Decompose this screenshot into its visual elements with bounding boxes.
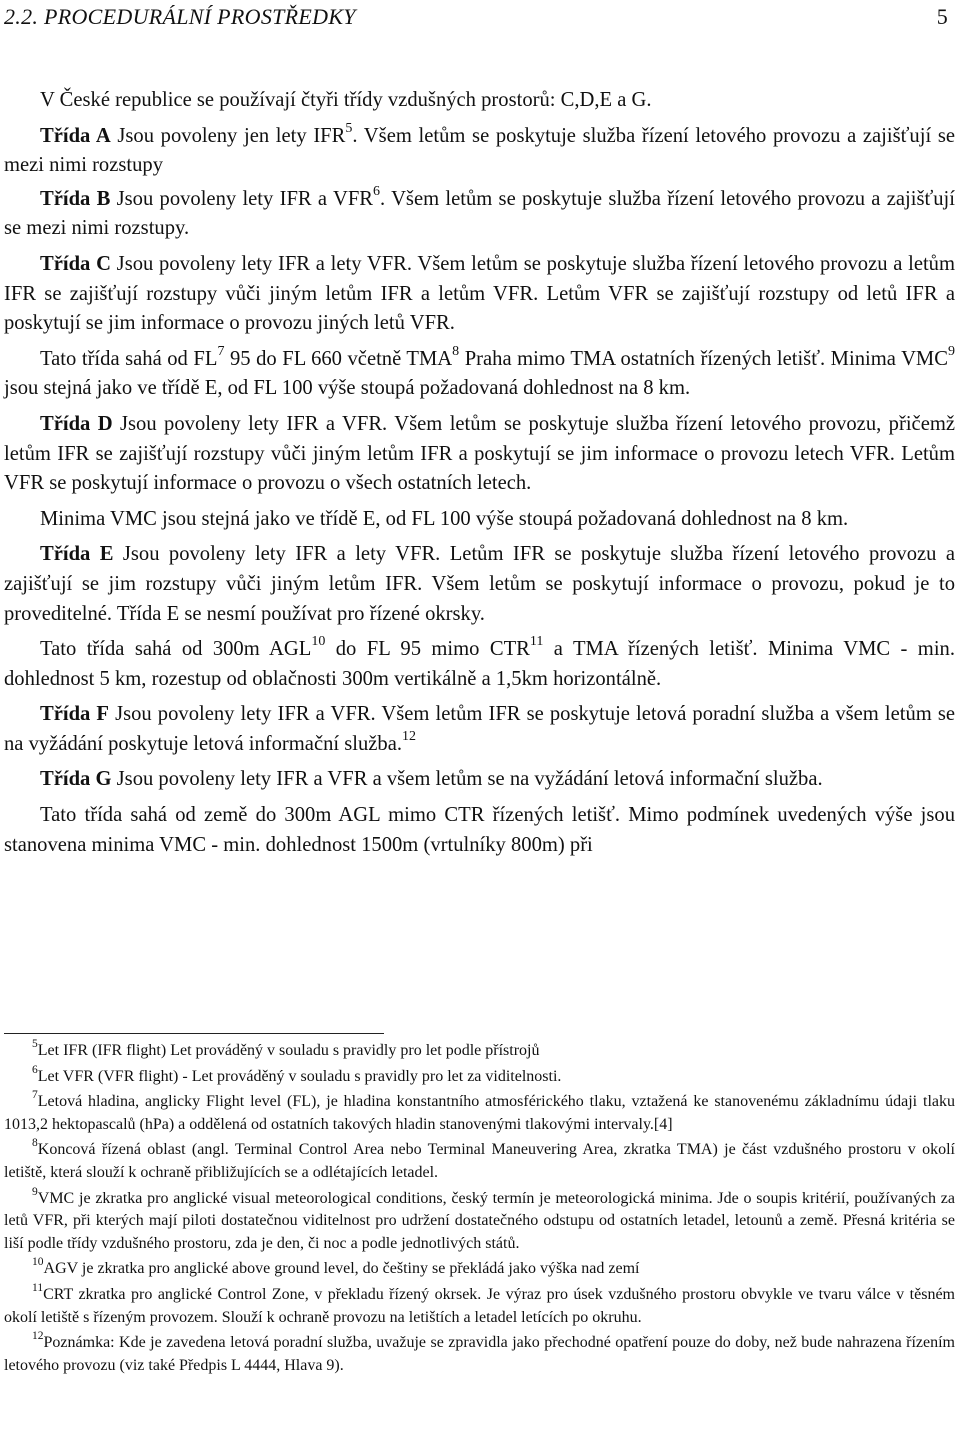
footnote-number: 12 bbox=[32, 1330, 44, 1343]
footnote-divider bbox=[4, 1033, 384, 1034]
class-c-extent-paragraph bbox=[4, 345, 955, 404]
class-c-extent-text: Tato třída sahá od FL bbox=[40, 347, 218, 370]
footnote-text: Poznámka: Kde je zavedena letová poradní služba, uvažuje se zpravidla jako přechodné opatření pouze do doby, než bude nahrazena řízením letového provozu (viz také Předpis L 4444, Hlava 9). bbox=[4, 1334, 955, 1374]
class-c-text: Jsou povoleny lety IFR a lety VFR. Všem letům se poskytuje služba řízení letového provozu a letům IFR se zajišťují rozstupy vůči jiným letům IFR a letům VFR. Letům VFR se zajišťují rozstupy od letů IFR a poskytují se jim informace o provozu jiných letů VFR. bbox=[4, 252, 956, 335]
class-b-text: Jsou povoleny lety IFR a VFR bbox=[110, 187, 374, 210]
class-d-paragraph bbox=[4, 410, 955, 499]
class-c-label: Třída C bbox=[40, 252, 111, 275]
footnote-ref: 8 bbox=[452, 343, 460, 359]
class-a-text-cont: . Všem letům se poskytuje služba řízení letového provozu a zajišťují se mezi nimi rozstupy bbox=[4, 124, 955, 177]
footnote bbox=[4, 1139, 955, 1184]
class-g-extent-paragraph: Tato třída sahá od země do 300m AGL mimo CTR řízených letišť. Mimo podmínek uvedených výše jsou stanovena minima VMC - min. dohlednost 1500m (vrtulníky 800m) při bbox=[4, 804, 955, 856]
section-title: 2.2. PROCEDURÁLNÍ PROSTŘEDKY bbox=[4, 4, 356, 29]
class-e-label: Třída E bbox=[40, 543, 114, 566]
footnote bbox=[4, 1332, 955, 1377]
class-f-paragraph bbox=[4, 700, 955, 759]
footnote bbox=[4, 1281, 955, 1329]
footnote-ref: 10 bbox=[311, 634, 326, 650]
main-text bbox=[4, 86, 955, 866]
class-e-paragraph bbox=[4, 540, 955, 629]
footnote-text: Let VFR (VFR flight) - Let prováděný v souladu s pravidly pro let za viditelnosti. bbox=[37, 1067, 562, 1085]
class-b-text-cont: . Všem letům se poskytuje služba řízení letového provozu a zajišťují se mezi nimi rozstupy. bbox=[4, 187, 955, 240]
class-e-extent-text: do FL 95 mimo CTR bbox=[325, 638, 530, 661]
class-c-extent-text: jsou stejná jako ve třídě E, od FL 100 výše stoupá požadovaná dohlednost na 8 km. bbox=[4, 377, 691, 400]
class-g-label: Třída G bbox=[40, 768, 112, 791]
class-d-text: Jsou povoleny lety IFR a VFR. Všem letům se poskytuje služba řízení letového provozu, přičemž letům IFR se zajišťují rozstupy vůči jiným letům IFR a poskytují se jim informace o provozu letech VFR. Letům VFR se poskytují informace o provozu o všech ostatních letech. bbox=[4, 412, 955, 495]
class-c-extent-text: Praha mimo TMA ostatních řízených letišť. Minima VMC bbox=[459, 347, 948, 370]
class-a-paragraph bbox=[4, 122, 955, 181]
page-header bbox=[4, 4, 948, 32]
footnote-ref: 6 bbox=[373, 183, 381, 199]
footnote-number: 8 bbox=[32, 1137, 38, 1150]
footnote-ref: 5 bbox=[345, 120, 353, 136]
footnote-text: Let IFR (IFR flight) Let prováděný v souladu s pravidly pro let podle přístrojů bbox=[37, 1042, 540, 1059]
footnote-text: AGV je zkratka pro anglické above ground level, do češtiny se překládá jako výška nad zemí bbox=[43, 1260, 640, 1278]
footnote-ref: 7 bbox=[217, 343, 225, 359]
class-e-extent-text: a TMA řízených letišť. Minima VMC - min. dohlednost 5 km, rozestup od oblačnosti 300m vertikálně a 1,5km horizontálně. bbox=[4, 638, 955, 690]
footnote-text: VMC je zkratka pro anglické visual meteorological conditions, český termín je meteorologická minima. Jde o soupis kritérií, používaných za letů VFR, při kterých mají piloti dostatečnou viditelnost pro udržení dostatečného odstupu od ostatních letadel, letounů a země. Přesná kritéria se liší podle třídy vzdušného prostoru, zda je den, či noc a podle jednotlivých států. bbox=[4, 1189, 955, 1252]
footnote bbox=[4, 1091, 955, 1136]
footnote-ref: 11 bbox=[529, 634, 544, 650]
footnote-number: 9 bbox=[32, 1185, 38, 1198]
footnote bbox=[4, 1258, 955, 1281]
footnote-text: CRT zkratka pro anglické Control Zone, v překladu řízený okrsek. Je výraz pro úsek vzdušného prostoru obvykle ve tvaru válce v těsném okolí letiště s řízeným provozem. Slouží k ochraně provozu na letištích a letadel letících po okruhu. bbox=[4, 1285, 955, 1326]
footnote bbox=[4, 1037, 955, 1063]
class-f-label: Třída F bbox=[40, 703, 110, 726]
class-a-label: Třída A bbox=[40, 124, 111, 147]
intro-paragraph: V České republice se používají čtyři třídy vzdušných prostorů: C,D,E a G. bbox=[40, 89, 652, 111]
footnote-text: Koncová řízená oblast (angl. Terminal Control Area nebo Terminal Maneuvering Area, zkratka TMA) je část vzdušného prostoru v okolí letiště, která slouží k ochraně přibližujících se a odlétajících letadel. bbox=[4, 1141, 955, 1181]
class-c-paragraph bbox=[4, 250, 955, 339]
class-d-minima-paragraph: Minima VMC jsou stejná jako ve třídě E, od FL 100 výše stoupá požadovaná dohlednost na 8 km. bbox=[40, 507, 849, 530]
class-f-text: Jsou povoleny lety IFR a VFR. Všem letům IFR se poskytuje letová poradní služba a všem letům se na vyžádání poskytuje letová informační služba. bbox=[4, 703, 956, 755]
page-number: 5 bbox=[936, 4, 948, 29]
footnote bbox=[4, 1063, 955, 1089]
class-b-paragraph bbox=[4, 185, 955, 244]
footnote-ref: 12 bbox=[402, 728, 417, 744]
class-g-text: Jsou povoleny lety IFR a VFR a všem letům se na vyžádání letová informační služba. bbox=[111, 768, 823, 791]
footnote-number: 5 bbox=[32, 1037, 38, 1050]
footnotes bbox=[4, 1037, 955, 1380]
class-b-label: Třída B bbox=[40, 187, 111, 210]
footnote-ref: 9 bbox=[947, 343, 955, 359]
class-e-extent-paragraph bbox=[4, 635, 955, 694]
footnote-number: 11 bbox=[32, 1281, 44, 1294]
footnote-text: Letová hladina, anglicky Flight level (FL), je hladina konstantního atmosférického tlaku, vztažená ke stanovenému základnímu údaji tlaku 1013,2 hektopascalů (hPa) a oddělená od ostatních takových hladin stanovenými tlakovými intervaly.[4] bbox=[4, 1093, 955, 1133]
footnote-number: 10 bbox=[32, 1256, 44, 1269]
class-a-text: Jsou povoleny jen lety IFR bbox=[110, 124, 346, 147]
footnote bbox=[4, 1185, 955, 1256]
class-e-text: Jsou povoleny lety IFR a lety VFR. Letům IFR se poskytuje služba řízení letového provozu a zajišťují se jim rozstupy vůči jiným letům IFR. Všem letům se poskytují informace o provozu, pokud je to proveditelné. Třída E se nesmí používat pro řízené okrsky. bbox=[4, 543, 955, 625]
class-c-extent-text: 95 do FL 660 včetně TMA bbox=[224, 347, 453, 370]
class-g-paragraph bbox=[4, 765, 955, 795]
footnote-number: 7 bbox=[32, 1089, 38, 1102]
footnote-number: 6 bbox=[32, 1063, 38, 1076]
class-e-extent-text: Tato třída sahá od 300m AGL bbox=[40, 638, 312, 661]
class-d-label: Třída D bbox=[40, 412, 113, 435]
